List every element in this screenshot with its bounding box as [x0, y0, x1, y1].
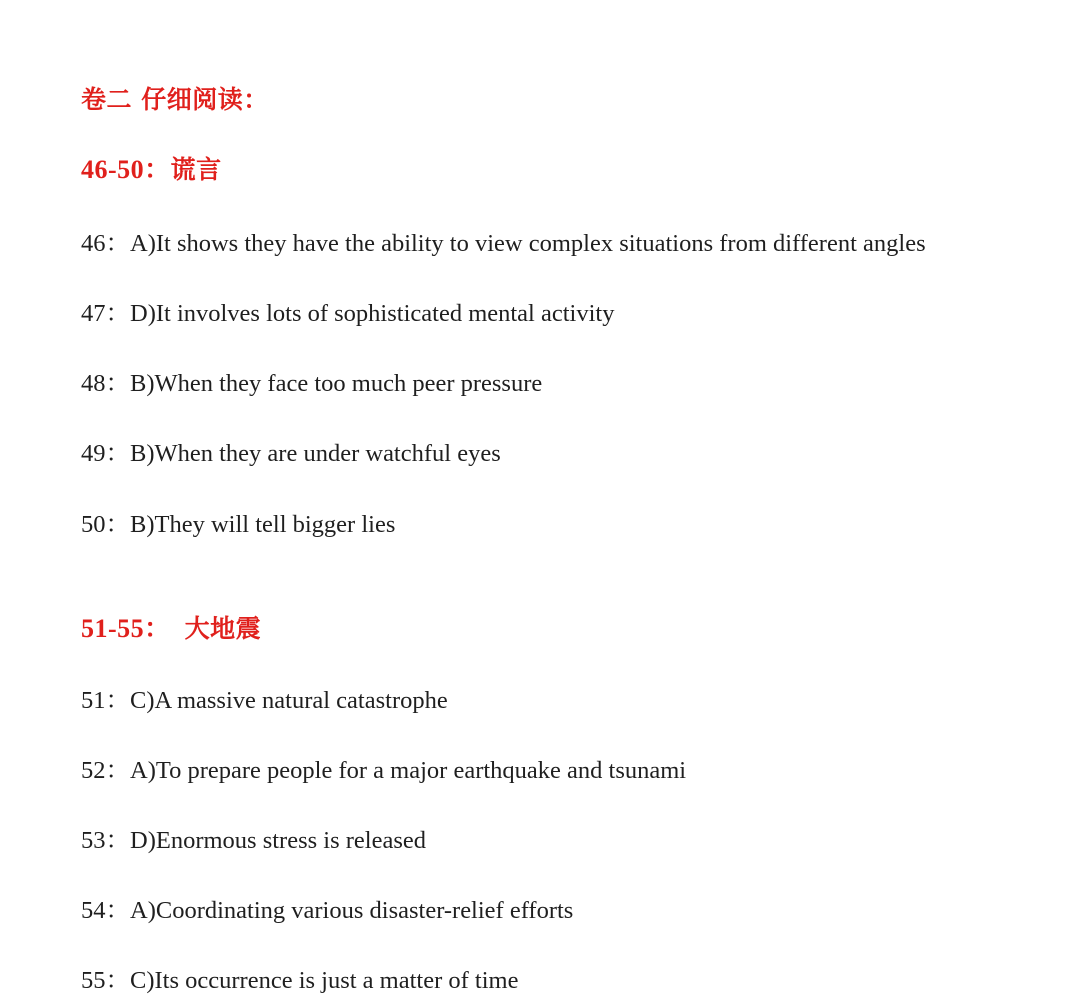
answer-text: B)When they face too much peer pressure	[130, 370, 543, 397]
answer-item	[81, 505, 395, 540]
question-number: 55：	[81, 967, 130, 994]
section-range: 51-55：	[81, 614, 171, 643]
section-topic: 大地震	[184, 614, 262, 643]
answer-text: D)It involves lots of sophisticated mental activity	[130, 300, 615, 327]
answer-item	[81, 821, 426, 856]
page-title: 卷二 仔细阅读：	[81, 85, 269, 114]
answer-item	[81, 364, 542, 399]
answer-text: D)Enormous stress is released	[130, 827, 426, 854]
question-number: 47：	[81, 300, 130, 327]
section-range: 46-50：	[81, 155, 171, 184]
answer-item	[81, 224, 926, 259]
answer-item	[81, 294, 614, 329]
answer-item	[81, 891, 573, 926]
question-number: 51：	[81, 687, 130, 714]
question-number: 54：	[81, 897, 130, 924]
section-heading-earthquake	[81, 608, 261, 645]
question-number: 49：	[81, 440, 130, 467]
answer-item	[81, 681, 448, 716]
answer-text: C)A massive natural catastrophe	[130, 687, 448, 714]
answer-text: C)Its occurrence is just a matter of time	[130, 967, 519, 994]
answer-item	[81, 751, 686, 786]
question-number: 46：	[81, 230, 130, 257]
answer-text: A)To prepare people for a major earthquake and tsunami	[130, 757, 687, 784]
answer-text: B)They will tell bigger lies	[130, 511, 396, 538]
answer-text: B)When they are under watchful eyes	[130, 440, 501, 467]
question-number: 52：	[81, 757, 130, 784]
question-number: 48：	[81, 370, 130, 397]
section-heading-lies	[81, 149, 222, 186]
answer-text: A)Coordinating various disaster-relief efforts	[130, 897, 574, 924]
answer-item	[81, 961, 518, 996]
answer-item	[81, 434, 501, 469]
answer-text: A)It shows they have the ability to view complex situations from different angles	[130, 230, 926, 257]
question-number: 50：	[81, 511, 130, 538]
question-number: 53：	[81, 827, 130, 854]
section-topic: 谎言	[170, 155, 222, 184]
